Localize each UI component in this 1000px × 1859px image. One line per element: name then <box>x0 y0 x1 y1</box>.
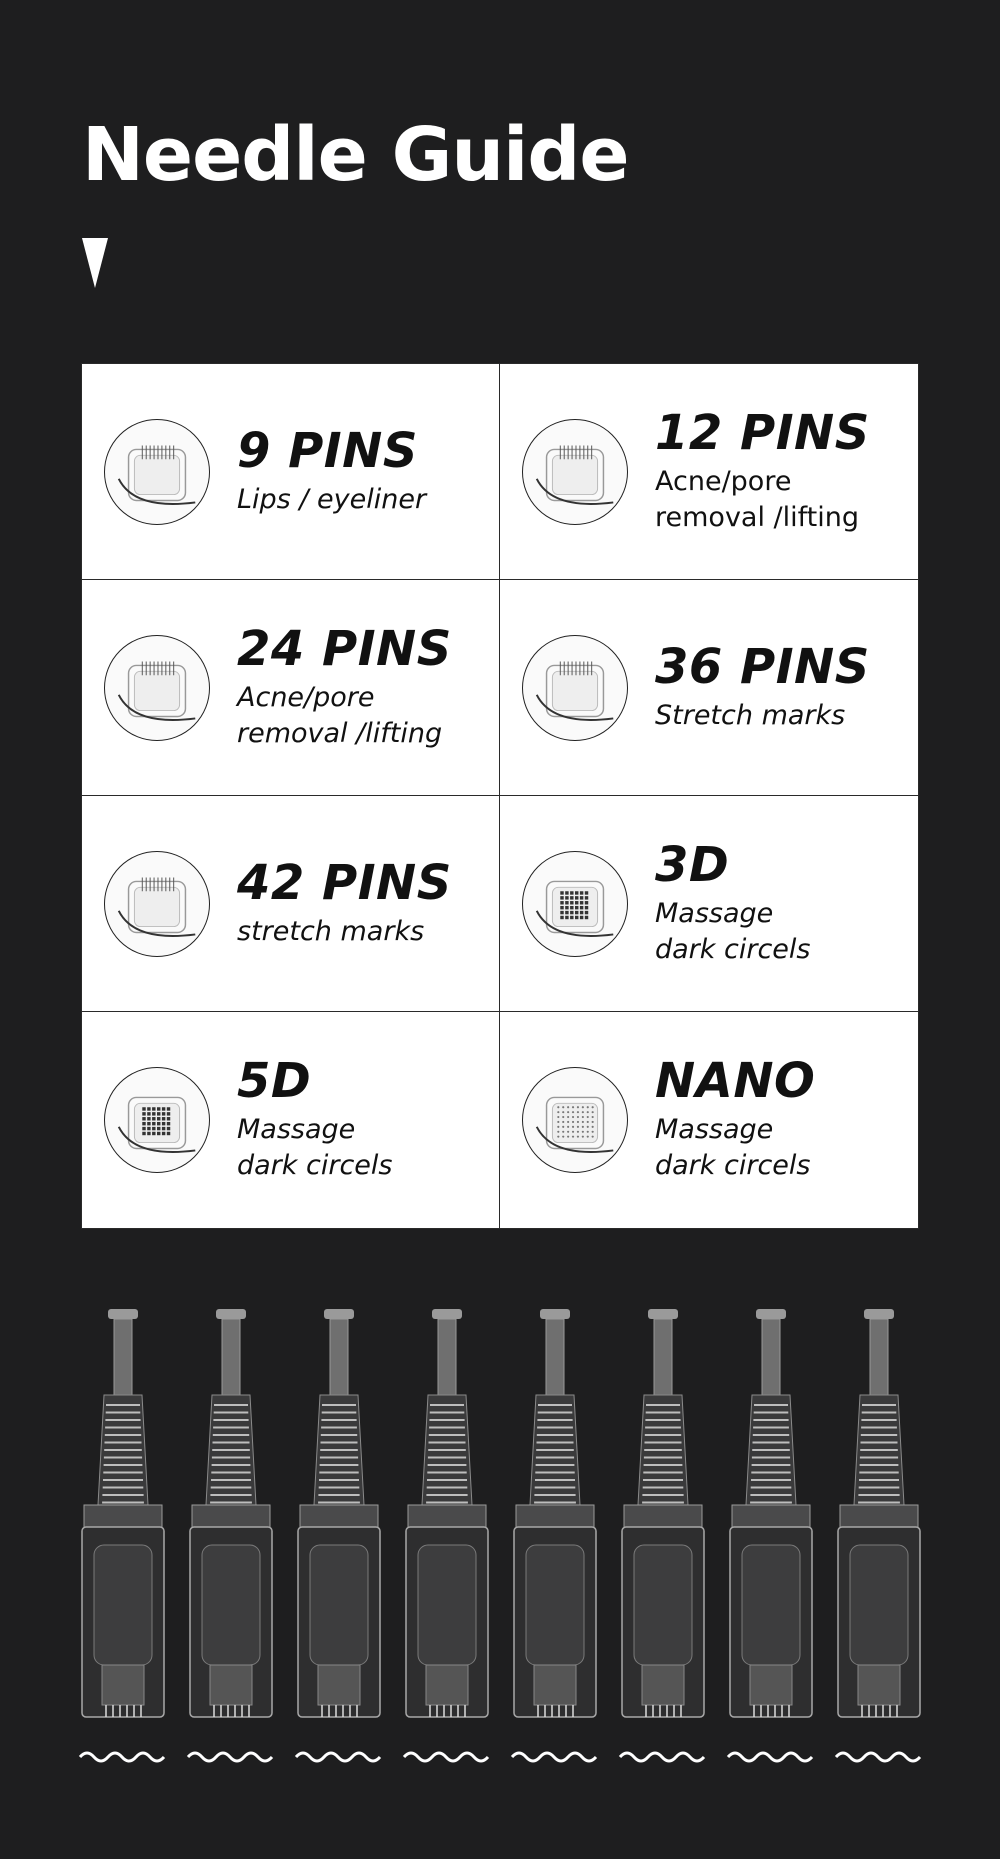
usage-line-1: Lips / eyeliner <box>237 483 427 515</box>
usage-line-2: dark circels <box>655 933 811 965</box>
needle-tip-nano-icon <box>522 1067 628 1173</box>
usage-line-1: stretch marks <box>237 915 425 947</box>
needle-tip-36pin-icon <box>522 635 628 741</box>
needle-tip-42pin-icon <box>104 851 210 957</box>
needle-tip-12pin-icon <box>522 419 628 525</box>
needle-cartridge-icon <box>510 1305 600 1775</box>
guide-cell <box>82 580 500 796</box>
usage-line-2: dark circels <box>237 1150 393 1182</box>
guide-cell <box>82 1012 500 1228</box>
guide-cell <box>82 796 500 1012</box>
pin-count: 36 PINS <box>655 638 870 695</box>
usage-line-1: Stretch marks <box>655 699 846 731</box>
needle-guide-grid <box>81 363 919 1229</box>
triangle-pointer-icon <box>82 238 108 288</box>
pin-count: 24 PINS <box>237 620 452 677</box>
needle-tip-3d-icon <box>522 851 628 957</box>
page-title: Needle Guide <box>82 112 629 198</box>
needle-cartridge-icon <box>294 1305 384 1775</box>
pin-count: 3D <box>655 836 730 893</box>
pin-count: 5D <box>237 1052 312 1109</box>
usage-line-2: dark circels <box>655 1150 811 1182</box>
pin-count: 42 PINS <box>237 854 452 911</box>
needle-cartridge-icon <box>186 1305 276 1775</box>
guide-cell <box>500 580 918 796</box>
needle-tip-24pin-icon <box>104 635 210 741</box>
needle-tip-9pin-icon <box>104 419 210 525</box>
pin-count: NANO <box>655 1052 816 1109</box>
guide-cell <box>500 796 918 1012</box>
pin-count: 9 PINS <box>237 422 418 479</box>
guide-cell <box>500 364 918 580</box>
usage-line-1: Acne/pore <box>237 681 375 713</box>
guide-cell <box>500 1012 918 1228</box>
needle-tip-5d-icon <box>104 1067 210 1173</box>
pin-count: 12 PINS <box>655 404 870 461</box>
needle-cartridge-icon <box>78 1305 168 1775</box>
guide-cell <box>82 364 500 580</box>
usage-line-1: Massage <box>655 1114 774 1146</box>
needle-cartridge-row <box>78 1305 924 1775</box>
usage-line-1: Acne/pore <box>655 465 792 497</box>
usage-line-1: Massage <box>655 897 774 929</box>
needle-cartridge-icon <box>834 1305 924 1775</box>
needle-cartridge-icon <box>618 1305 708 1775</box>
usage-line-2: removal /lifting <box>237 717 443 749</box>
needle-cartridge-icon <box>726 1305 816 1775</box>
usage-line-1: Massage <box>237 1114 356 1146</box>
usage-line-2: removal /lifting <box>655 501 860 533</box>
needle-cartridge-icon <box>402 1305 492 1775</box>
